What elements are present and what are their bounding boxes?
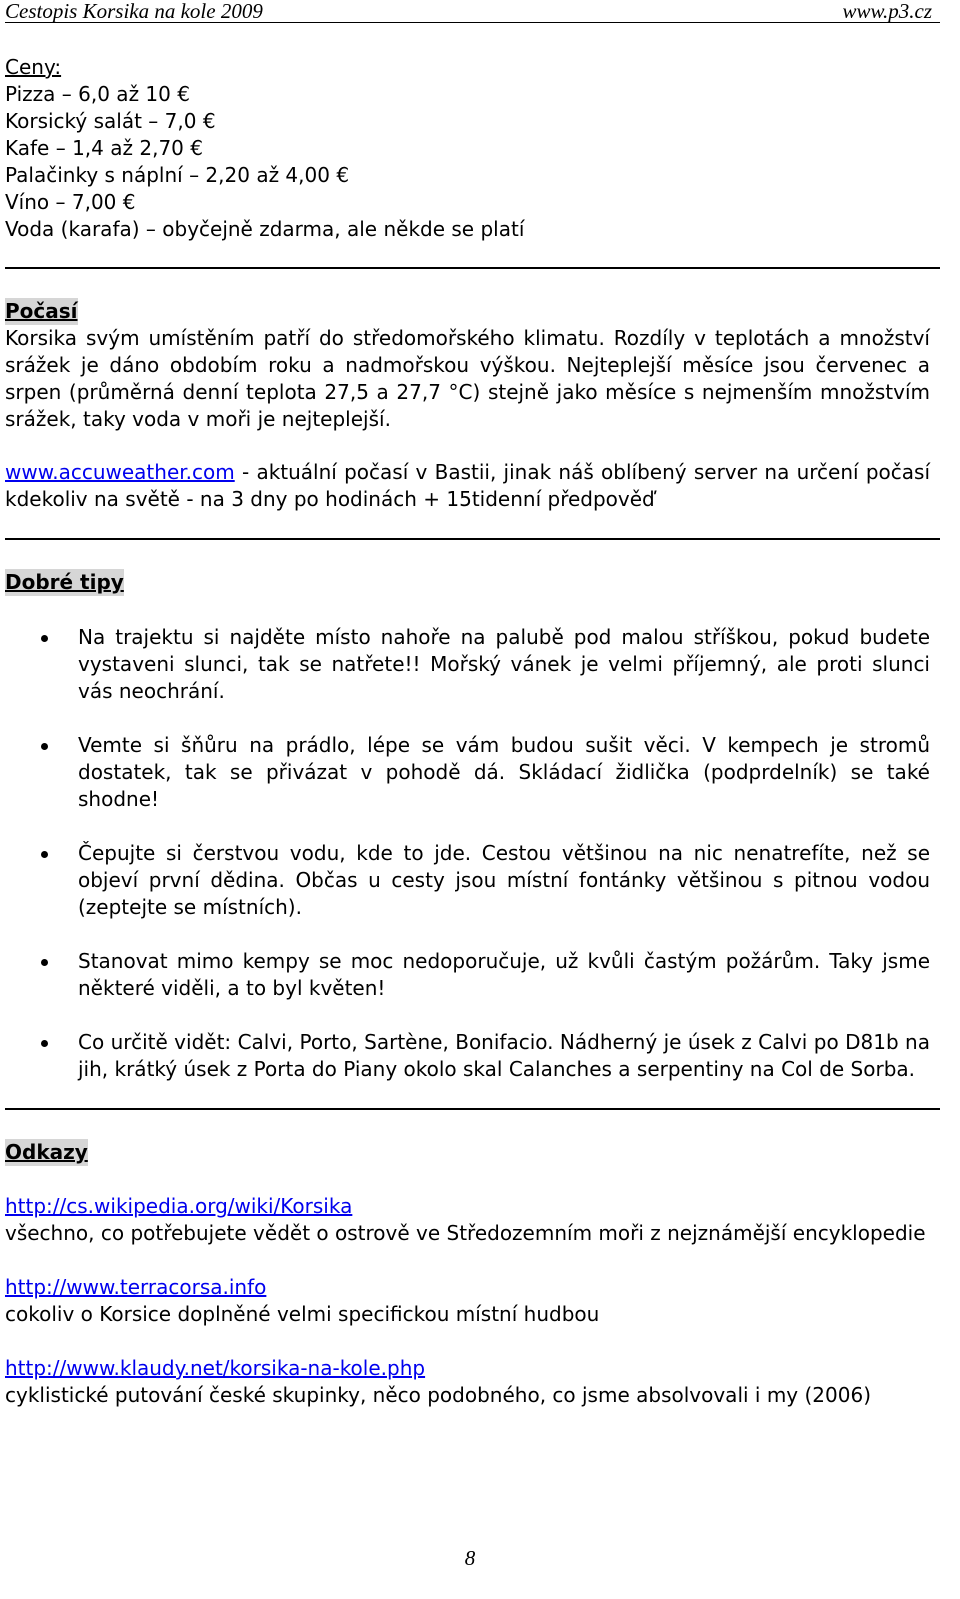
bullet-icon [41, 851, 48, 858]
price-line: Voda (karafa) – obyčejně zdarma, ale někde se platí [5, 217, 525, 241]
list-item [0, 1029, 930, 1083]
weather-paragraph: Korsika svým umístěním patří do středomořského klimatu. Rozdíly v teplotách a množství srážek je dáno obdobím roku a nadmořskou výškou. Nejteplejší měsíce jsou červenec a srpen (průměrná denní teplota 27,5 a 27,7 °C) stejně jako měsíce s nejmenším množstvím srážek, taky voda v moři je nejteplejší. [5, 326, 930, 431]
tips-list [0, 624, 930, 1083]
prices-heading: Ceny: [5, 55, 62, 79]
tip-text: Co určitě vidět: Calvi, Porto, Sartène, Bonifacio. Nádherný je úsek z Calvi po D81b na jih, krátký úsek z Porta do Piany okolo skal Calanches a serpentiny na Col de Sorba. [78, 1030, 930, 1081]
link-description: cokoliv o Korsice doplněné velmi specifickou místní hudbou [5, 1302, 600, 1326]
links-heading: Odkazy [5, 1140, 88, 1164]
page-header [5, 0, 940, 23]
price-line: Korsický salát – 7,0 € [5, 109, 216, 133]
bullet-icon [41, 635, 48, 642]
bullet-icon [41, 959, 48, 966]
terracorsa-link[interactable]: http://www.terracorsa.info [5, 1275, 267, 1299]
link-description: všechno, co potřebujete vědět o ostrově ve Středozemním moři z nejznámější encyklopedie [5, 1221, 926, 1245]
section-divider [5, 1108, 940, 1110]
tip-text: Na trajektu si najděte místo nahoře na palubě pod malou stříškou, pokud budete vystaveni slunci, tak se natřete!! Mořský vánek je velmi příjemný, ale proti slunci vás neochrání. [78, 625, 930, 703]
weather-link-paragraph [5, 459, 930, 513]
wikipedia-link[interactable]: http://cs.wikipedia.org/wiki/Korsika [5, 1194, 353, 1218]
tip-text: Vemte si šňůru na prádlo, lépe se vám budou sušit věci. V kempech je stromů dostatek, tak se přivázat v pohodě dá. Skládací židlička (podprdelník) se také shodne! [78, 733, 930, 811]
accuweather-link[interactable]: www.accuweather.com [5, 460, 235, 484]
weather-link-description: - aktuální počasí v Bastii, jinak náš oblíbený server na určení počasí kdekoliv na světě - na 3 dny po hodinách + 15tidenní předpověď [5, 460, 930, 511]
links-section [5, 1139, 930, 1409]
list-item [0, 732, 930, 813]
price-line: Víno – 7,00 € [5, 190, 136, 214]
price-line: Kafe – 1,4 až 2,70 € [5, 136, 203, 160]
section-divider [5, 267, 940, 269]
tip-text: Stanovat mimo kempy se moc nedoporučuje, už kvůli častým požárům. Taky jsme některé viděli, a to byl květen! [78, 949, 930, 1000]
header-title: Cestopis Korsika na kole 2009 [5, 0, 263, 23]
list-item [0, 948, 930, 1002]
tips-heading: Dobré tipy [5, 570, 124, 594]
price-line: Pizza – 6,0 až 10 € [5, 82, 190, 106]
tips-heading-wrap [5, 569, 930, 596]
tip-text: Čepujte si čerstvou vodu, kde to jde. Cestou většinou na nic nenatrefíte, než se objeví první dědina. Občas u cesty jsou místní fontánky většinou s pitnou vodou (zeptejte se místních). [78, 841, 930, 919]
prices-section [5, 54, 930, 243]
bullet-icon [41, 743, 48, 750]
klaudy-link[interactable]: http://www.klaudy.net/korsika-na-kole.php [5, 1356, 426, 1380]
header-site: www.p3.cz [842, 0, 932, 23]
weather-heading: Počasí [5, 299, 78, 323]
price-line: Palačinky s náplní – 2,20 až 4,00 € [5, 163, 350, 187]
page-number: 8 [464, 1546, 476, 1570]
bullet-icon [41, 1040, 48, 1047]
list-item [0, 624, 930, 705]
section-divider [5, 538, 940, 540]
weather-section [5, 298, 930, 513]
list-item [0, 840, 930, 921]
link-description: cyklistické putování české skupinky, něco podobného, co jsme absolvovali i my (2006) [5, 1383, 872, 1407]
